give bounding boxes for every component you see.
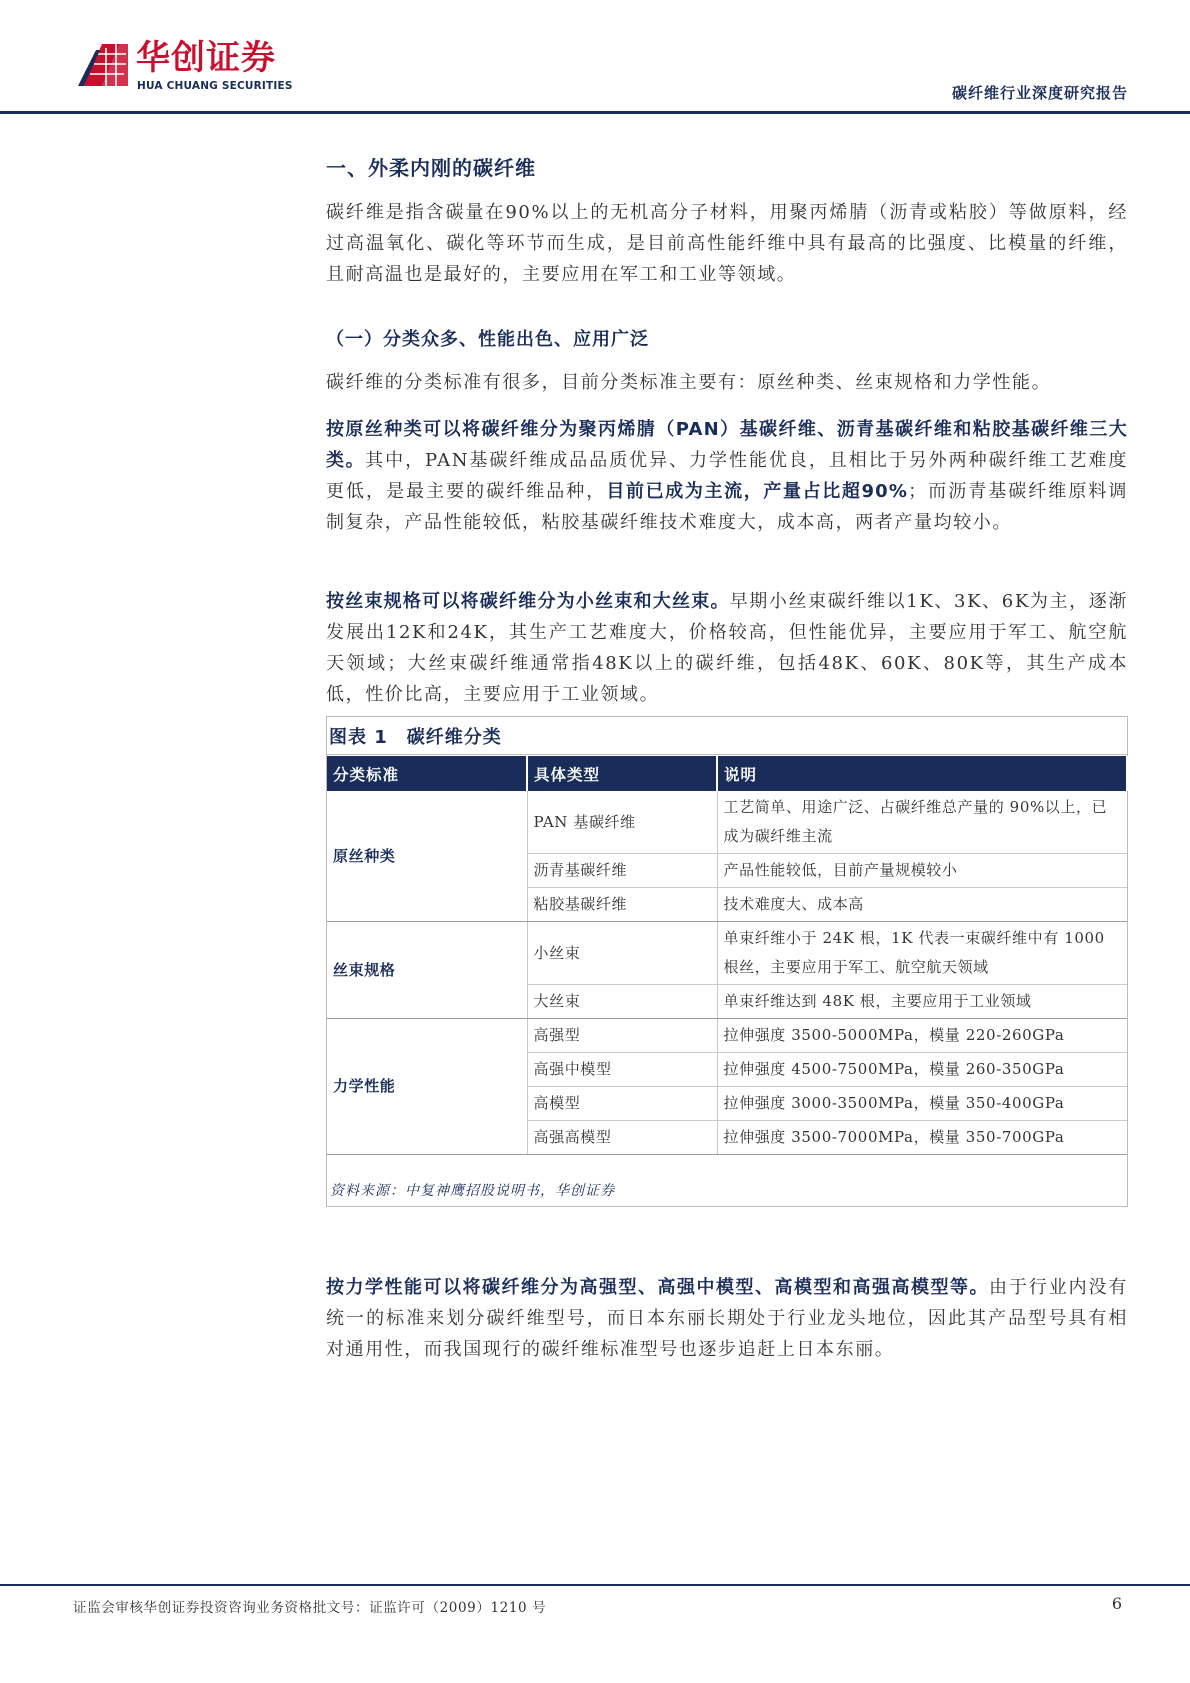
header-description: 说明 (717, 756, 1127, 791)
type-cell: PAN 基碳纤维 (527, 791, 717, 854)
description-cell: 工艺简单、用途广泛、占碳纤维总产量的 90%以上，已成为碳纤维主流 (717, 791, 1127, 854)
category-cell: 力学性能 (327, 1019, 527, 1155)
footer-license: 证监会审核华创证券投资咨询业务资格批文号：证监许可（2009）1210 号 (73, 1600, 547, 1616)
precursor-text-a: 其中，PAN基碳纤维成品品质优异、力学性能优良，且相比于另外两种碳纤维工艺难度更低，是最主要的碳纤维品种， (326, 450, 1128, 502)
type-cell: 小丝束 (527, 922, 717, 985)
report-title: 碳纤维行业深度研究报告 (951, 84, 1128, 102)
header-divider (0, 111, 1190, 114)
logo-chinese-name: 华创证券 (136, 38, 276, 78)
tow-text: 早期小丝束碳纤维以1K、3K、6K为主，逐渐发展出12K和24K，其生产工艺难度大，价格较高，但性能优异，主要应用于军工、航空航天领域；大丝束碳纤维通常指48K以上的碳纤维，包括48K、60K、80K等，其生产成本低，性价比高，主要应用于工业领域。 (326, 591, 1128, 705)
description-cell: 产品性能较低，目前产量规模较小 (717, 854, 1127, 888)
table-row (327, 922, 1127, 985)
mechanical-paragraph (326, 1272, 1128, 1365)
type-cell: 粘胶基碳纤维 (527, 888, 717, 922)
precursor-lead: 按原丝种类可以将碳纤维分为聚丙烯腈（PAN）基碳纤维、沥青基碳纤维和粘胶基碳纤维三大类。 (326, 419, 1128, 471)
category-cell: 原丝种类 (327, 791, 527, 922)
header-type: 具体类型 (527, 756, 717, 791)
type-cell: 高模型 (527, 1087, 717, 1121)
mechanical-text: 由于行业内没有统一的标准来划分碳纤维型号，而日本东丽长期处于行业龙头地位，因此其产品型号具有相对通用性，而我国现行的碳纤维标准型号也逐步追赶上日本东丽。 (326, 1277, 1128, 1360)
type-cell: 高强中模型 (527, 1053, 717, 1087)
header-category: 分类标准 (327, 756, 527, 791)
precursor-text-b: ；而沥青基碳纤维原料调制复杂，产品性能较低，粘胶基碳纤维技术难度大，成本高，两者产量均较小。 (326, 481, 1128, 533)
precursor-highlight: 目前已成为主流，产量占比超90% (606, 481, 909, 502)
description-cell: 拉伸强度 3000-3500MPa，模量 350-400GPa (717, 1087, 1127, 1121)
table-row (327, 791, 1127, 854)
page-number: 6 (1111, 1594, 1122, 1613)
classification-table (327, 756, 1128, 1155)
description-cell: 拉伸强度 3500-5000MPa，模量 220-260GPa (717, 1019, 1127, 1053)
type-cell: 高强型 (527, 1019, 717, 1053)
mechanical-lead: 按力学性能可以将碳纤维分为高强型、高强中模型、高模型和高强高模型等。 (326, 1277, 989, 1298)
subsection-heading: （一）分类众多、性能出色、应用广泛 (326, 329, 649, 350)
table-row (327, 1019, 1127, 1053)
table-header-row (327, 756, 1127, 791)
description-cell: 技术难度大、成本高 (717, 888, 1127, 922)
type-cell: 沥青基碳纤维 (527, 854, 717, 888)
description-cell: 单束纤维达到 48K 根，主要应用于工业领域 (717, 985, 1127, 1019)
classification-paragraph: 碳纤维的分类标准有很多，目前分类标准主要有：原丝种类、丝束规格和力学性能。 (326, 372, 1052, 393)
footer-divider (0, 1584, 1190, 1586)
description-cell: 拉伸强度 4500-7500MPa，模量 260-350GPa (717, 1053, 1127, 1087)
logo-english-name: HUA CHUANG SECURITIES (137, 80, 293, 92)
figure-source: 资料来源：中复神鹰招股说明书，华创证券 (330, 1183, 615, 1199)
company-logo (76, 38, 336, 98)
intro-paragraph: 碳纤维是指含碳量在90%以上的无机高分子材料，用聚丙烯腈（沥青或粘胶）等做原料，经过高温氧化、碳化等环节而生成，是目前高性能纤维中具有最高的比强度、比模量的纤维，且耐高温也是最好的，主要应用在军工和工业等领域。 (326, 202, 1128, 285)
category-cell: 丝束规格 (327, 922, 527, 1019)
description-cell: 拉伸强度 3500-7000MPa，模量 350-700GPa (717, 1121, 1127, 1155)
classification-figure (326, 716, 1128, 1207)
type-cell: 大丝束 (527, 985, 717, 1019)
description-cell: 单束纤维小于 24K 根，1K 代表一束碳纤维中有 1000 根丝，主要应用于军工、航空航天领域 (717, 922, 1127, 985)
tow-lead: 按丝束规格可以将碳纤维分为小丝束和大丝束。 (326, 591, 730, 612)
huachuang-logo-icon (76, 40, 130, 94)
figure-title: 图表 1 碳纤维分类 (327, 717, 1127, 755)
precursor-paragraph (326, 414, 1128, 538)
section-heading: 一、外柔内刚的碳纤维 (326, 156, 536, 180)
tow-paragraph (326, 586, 1128, 710)
type-cell: 高强高模型 (527, 1121, 717, 1155)
